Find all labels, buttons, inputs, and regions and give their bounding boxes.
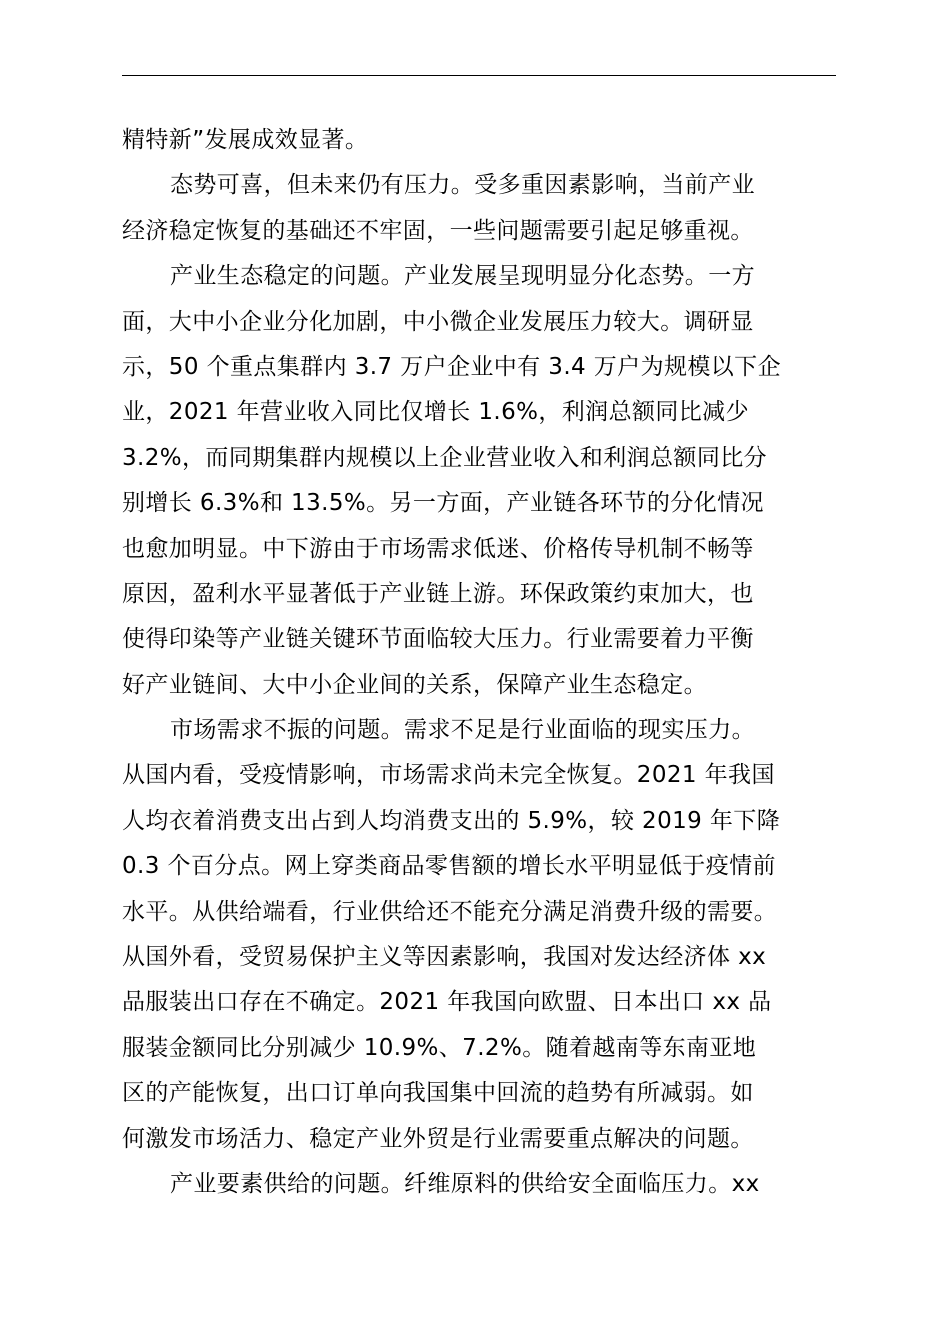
text-line: 业，2021 年营业收入同比仅增长 1.6%，利润总额同比减少 (122, 399, 749, 426)
document-body (122, 118, 836, 1207)
text-line: 从国外看，受贸易保护主义等因素影响，我国对发达经济体 xx (122, 944, 767, 971)
text-line: 使得印染等产业链关键环节面临较大压力。行业需要着力平衡 (122, 626, 754, 653)
text-line: 别增长 6.3%和 13.5%。另一方面，产业链各环节的分化情况 (122, 490, 764, 517)
paragraph-start-line: 产业要素供给的问题。纤维原料的供给安全面临压力。xx (170, 1170, 760, 1197)
paragraph-start-line: 产业生态稳定的问题。产业发展呈现明显分化态势。一方 (170, 263, 755, 290)
text-line: 经济稳定恢复的基础还不牢固，一些问题需要引起足够重视。 (122, 217, 754, 244)
text-line: 何激发市场活力、稳定产业外贸是行业需要重点解决的问题。 (122, 1125, 754, 1152)
text-line: 服装金额同比分别减少 10.9%、7.2%。随着越南等东南亚地 (122, 1034, 757, 1061)
text-line: 人均衣着消费支出占到人均消费支出的 5.9%，较 2019 年下降 (122, 807, 781, 834)
text-line: 品服装出口存在不确定。2021 年我国向欧盟、日本出口 xx 品 (122, 989, 772, 1016)
paragraph-start-line: 态势可喜，但未来仍有压力。受多重因素影响，当前产业 (170, 172, 755, 199)
text-line: 0.3 个百分点。网上穿类商品零售额的增长水平明显低于疫情前 (122, 853, 776, 880)
text-line: 面，大中小企业分化加剧，中小微企业发展压力较大。调研显 (122, 308, 754, 335)
text-line: 原因，盈利水平显著低于产业链上游。环保政策约束加大，也 (122, 580, 754, 607)
header-rule (122, 75, 836, 76)
text-line: 从国内看，受疫情影响，市场需求尚未完全恢复。2021 年我国 (122, 762, 775, 789)
text-line: 也愈加明显。中下游由于市场需求低迷、价格传导机制不畅等 (122, 535, 754, 562)
text-line: 水平。从供给端看，行业供给还不能充分满足消费升级的需要。 (122, 898, 778, 925)
text-line: 区的产能恢复，出口订单向我国集中回流的趋势有所减弱。如 (122, 1080, 754, 1107)
text-line: 示，50 个重点集群内 3.7 万户企业中有 3.4 万户为规模以下企 (122, 353, 781, 380)
text-line: 好产业链间、大中小企业间的关系，保障产业生态稳定。 (122, 671, 707, 698)
paragraph-start-line: 市场需求不振的问题。需求不足是行业面临的现实压力。 (170, 717, 755, 744)
text-line: 精特新”发展成效显著。 (122, 127, 369, 153)
text-line: 3.2%，而同期集群内规模以上企业营业收入和利润总额同比分 (122, 444, 768, 471)
